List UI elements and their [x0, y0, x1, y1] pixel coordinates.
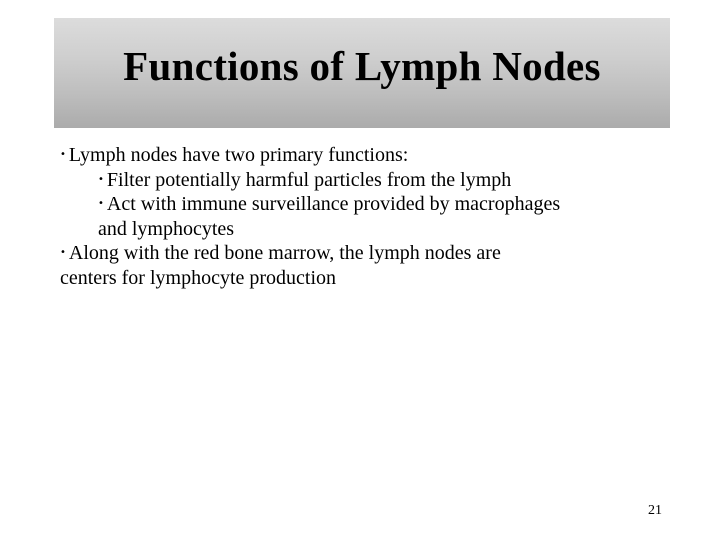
bullet-continuation: [60, 266, 680, 291]
bullet-text: centers for lymphocyte production: [60, 266, 337, 289]
bullet-item: [60, 241, 680, 266]
bullet-item: [60, 143, 680, 168]
slide-title: Functions of Lymph Nodes: [123, 43, 601, 89]
bullet-icon: •: [60, 149, 66, 160]
bullet-continuation: [60, 217, 680, 242]
bullet-text: and lymphocytes: [98, 217, 235, 240]
slide-body: [60, 143, 680, 290]
page-number: 21: [648, 503, 662, 518]
title-bar: [54, 18, 670, 128]
bullet-text: Along with the red bone marrow, the lymph nodes are: [68, 242, 501, 264]
bullet-icon: •: [98, 198, 104, 209]
bullet-icon: •: [98, 173, 104, 185]
sub-bullet-item: [60, 192, 680, 217]
bullet-icon: •: [60, 247, 66, 258]
sub-bullet-item: [60, 168, 680, 193]
bullet-text: Act with immune surveillance provided by macrophages: [106, 193, 561, 215]
bullet-text: Filter potentially harmful particles from the lymph: [106, 168, 512, 191]
bullet-text: Lymph nodes have two primary functions:: [68, 144, 409, 166]
